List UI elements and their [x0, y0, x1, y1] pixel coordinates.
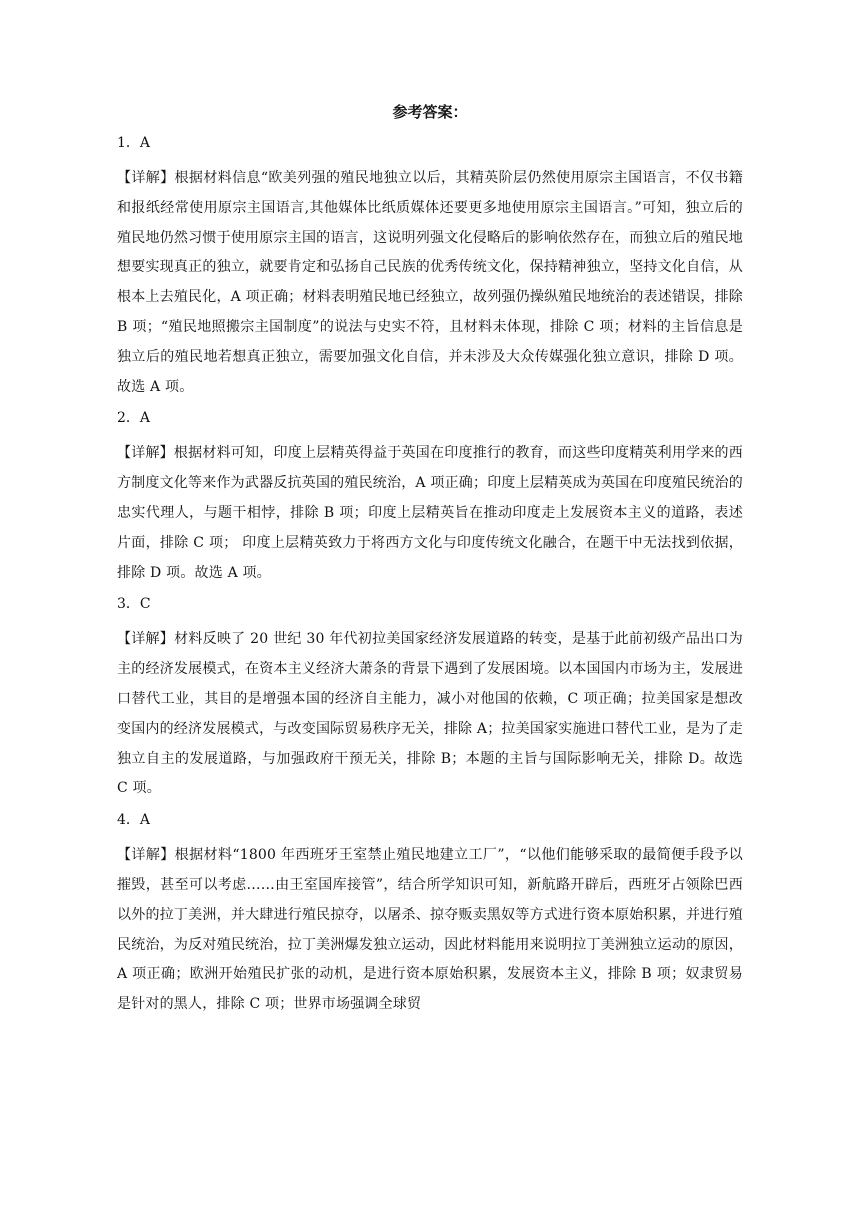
answer-explanation: 【详解】根据材料“1800 年西班牙王室禁止殖民地建立工厂”，“以他们能够采取的最简便手段予以摧毁，甚至可以考虑……由王室国库接管”，结合所学知识可知，新航路开辟后，西班牙占领除巴西以外的拉丁美洲，并大肆进行殖民掠夺，以屠杀、掠夺贩卖黑奴等方式进行资本原始积累，并进行殖民统治，为反对殖民统治，拉丁美洲爆发独立运动，因此材料能用来说明拉丁美洲独立运动的原因，A 项正确；欧洲开始殖民扩张的动机，是进行资本原始积累，发展资本主义，排除 B 项；奴隶贸易是针对的黑人，排除 C 项；世界市场强调全球贸	[117, 847, 743, 1013]
answer-explanation: 【详解】材料反映了 20 世纪 30 年代初拉美国家经济发展道路的转变，是基于此前初级产品出口为主的经济发展模式，在资本主义经济大萧条的背景下遇到了发展困境。以本国国内市场为主，发展进口替代工业，其目的是增强本国的经济自主能力，减小对他国的依赖，C 项正确；拉美国家是想改变国内的经济发展模式，与改变国际贸易秩序无关，排除 A；拉美国家实施进口替代工业，是为了走独立自主的发展道路，与加强政府干预无关，排除 B；本题的主旨与国际影响无关，排除 D。故选 C 项。	[117, 631, 743, 797]
answer-number: 3．C	[117, 596, 151, 613]
page-title: 参考答案：	[392, 103, 468, 121]
answer-number: 1．A	[117, 135, 151, 151]
answer-item-2	[117, 408, 743, 588]
answer-item-1	[117, 133, 743, 402]
answer-number: 4．A	[117, 812, 151, 829]
answer-item-4	[117, 810, 743, 1020]
answer-document	[117, 102, 743, 1026]
answer-number: 2．A	[117, 410, 151, 427]
answer-item-3	[117, 594, 743, 804]
answer-explanation: 【详解】根据材料可知，印度上层精英得益于英国在印度推行的教育，而这些印度精英利用学来的西方制度文化等来作为武器反抗英国的殖民统治，A 项正确；印度上层精英成为英国在印度殖民统治的忠实代理人，与题干相悖，排除 B 项；印度上层精英旨在推动印度走上发展资本主义的道路，表述片面，排除 C 项； 印度上层精英致力于将西方文化与印度传统文化融合，在题干中无法找到依据，排除 D 项。故选 A 项。	[117, 445, 743, 581]
answer-explanation: 【详解】根据材料信息“欧美列强的殖民地独立以后，其精英阶层仍然使用原宗主国语言，不仅书籍和报纸经常使用原宗主国语言,其他媒体比纸质媒体还要更多地使用原宗主国语言。”可知，独立后的殖民地仍然习惯于使用原宗主国的语言，这说明列强文化侵略后的影响依然存在，而独立后的殖民地想要实现真正的独立，就要肯定和弘扬自己民族的优秀传统文化，保持精神独立，坚持文化自信，从根本上去殖民化，A 项正确；材料表明殖民地已经独立，故列强仍操纵殖民地统治的表述错误，排除 B 项；“殖民地照搬宗主国制度”的说法与史实不符，且材料未体现，排除 C 项；材料的主旨信息是独立后的殖民地若想真正独立，需要加强文化自信，并未涉及大众传媒强化独立意识，排除 D 项。故选 A 项。	[117, 170, 743, 395]
